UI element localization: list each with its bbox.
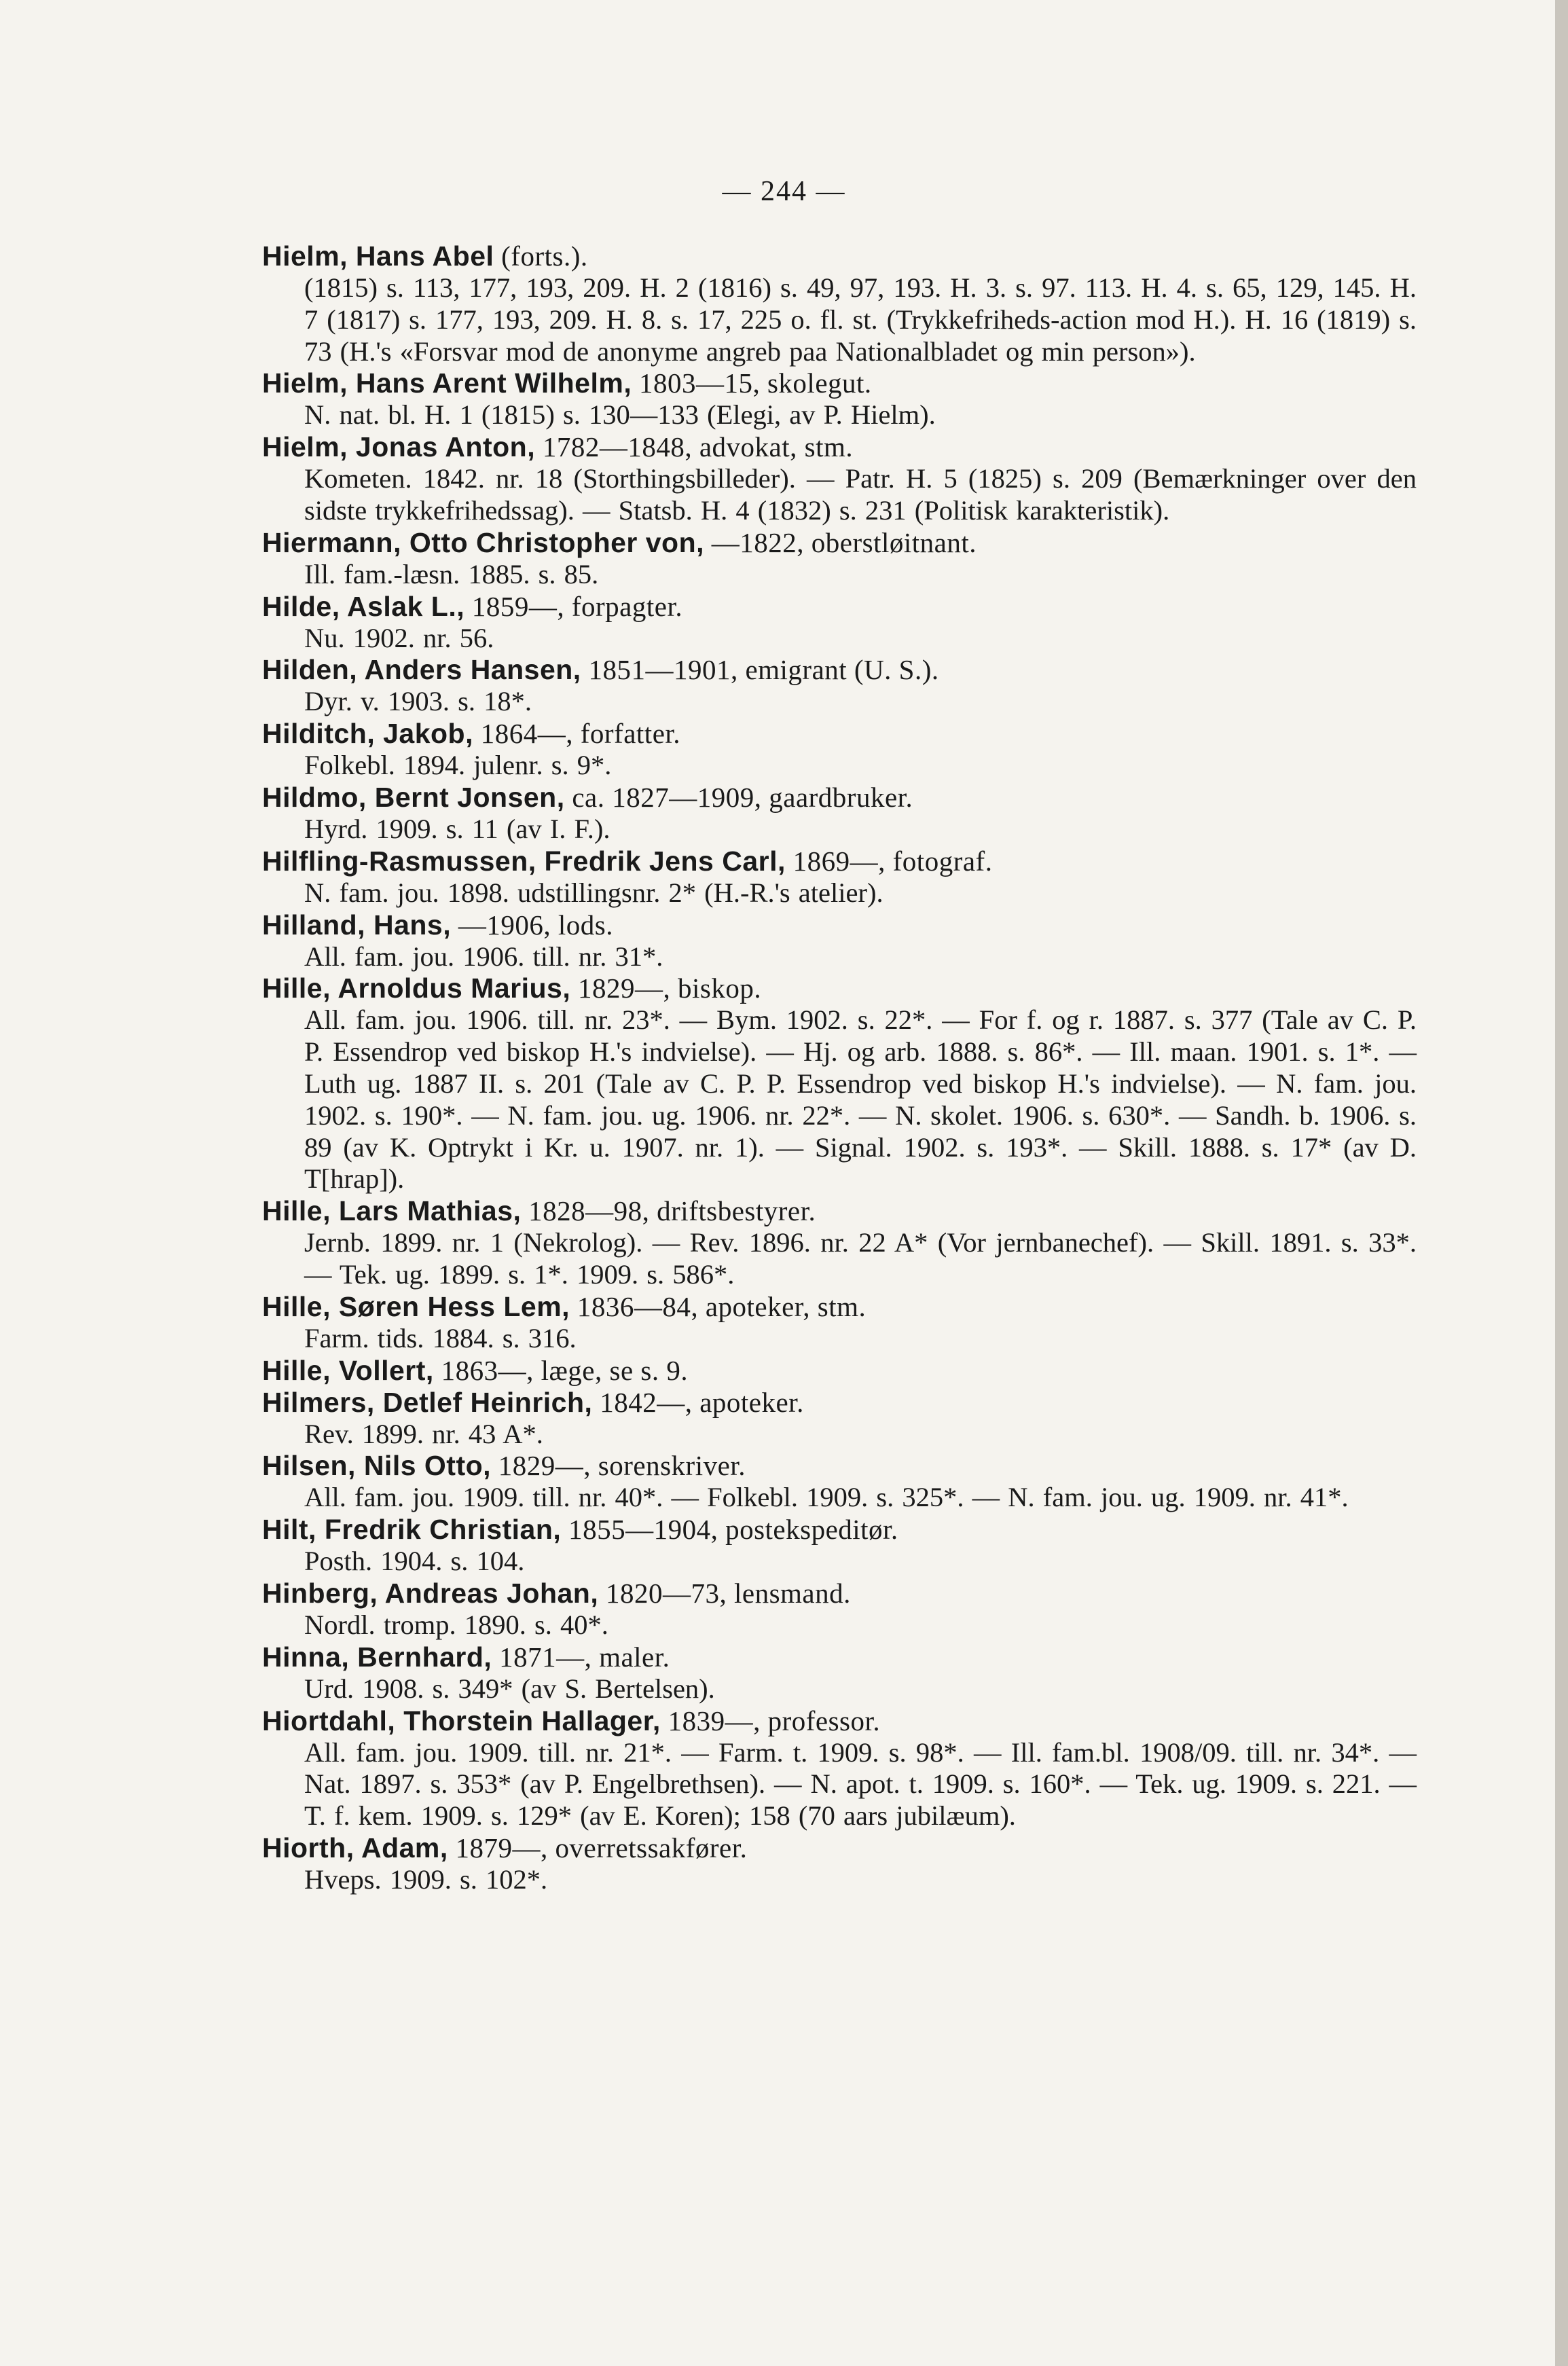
entry-name: Hilden, Anders Hansen, <box>262 654 581 686</box>
entry <box>262 1514 1417 1578</box>
entry-name: Hilsen, Nils Otto, <box>262 1450 492 1482</box>
entry-references: Nordl. tromp. 1890. s. 40*. <box>304 1609 608 1640</box>
entry <box>262 845 1417 909</box>
entry-heading <box>262 972 1417 1004</box>
entry-references: All. fam. jou. 1909. till. nr. 40*. — Folkebl. 1909. s. 325*. — N. fam. jou. ug. 1909. nr. 41*. <box>304 1482 1349 1513</box>
entry <box>262 972 1417 1195</box>
page-edge <box>1555 0 1568 2366</box>
entry-heading <box>262 845 1417 877</box>
entry-references: Hveps. 1909. s. 102*. <box>304 1863 548 1895</box>
entry-description: 1871—, maler. <box>492 1641 670 1673</box>
entry-name: Hilde, Aslak L., <box>262 590 465 622</box>
entry-heading <box>262 718 1417 750</box>
entry-description: 1842—, apoteker. <box>592 1386 804 1418</box>
entry-references: Dyr. v. 1903. s. 18*. <box>304 686 532 717</box>
entry-description: 1864—, forfatter. <box>473 718 681 750</box>
entry <box>262 1578 1417 1641</box>
entry-name: Hille, Lars Mathias, <box>262 1195 522 1227</box>
entry-description: (forts.). <box>494 240 588 272</box>
entry-name: Hiorth, Adam, <box>262 1832 448 1863</box>
entry-name: Hilmers, Detlef Heinrich, <box>262 1386 593 1418</box>
entry-list <box>262 240 1417 1896</box>
entry <box>262 654 1417 718</box>
entry-name: Hildmo, Bernt Jonsen, <box>262 781 565 813</box>
entry-description: 1782—1848, advokat, stm. <box>535 431 854 463</box>
entry-name: Hille, Vollert, <box>262 1354 434 1386</box>
entry <box>262 1355 1417 1387</box>
entry-heading <box>262 1578 1417 1609</box>
entry <box>262 367 1417 431</box>
entry-description: 1803—15, skolegut. <box>632 367 872 399</box>
entry-references: All. fam. jou. 1909. till. nr. 21*. — Farm. t. 1909. s. 98*. — Ill. fam.bl. 1908/09. till. nr. 34*. — Nat. 1897. s. 353* (av P. Engelbrethsen). — N. apot. t. 1909. s. 160*. — Tek. ug. 1909. s. 221. — T. f. kem. 1909. s. 129* (av E. Koren); 158 (70 aars jubilæum). <box>304 1736 1417 1832</box>
entry-description: 1829—, sorenskriver. <box>491 1450 746 1482</box>
entry-references: Folkebl. 1894. julenr. s. 9*. <box>304 750 612 781</box>
entry-references: All. fam. jou. 1906. till. nr. 31*. <box>304 941 663 972</box>
page-number: — 244 — <box>722 176 846 207</box>
entry <box>262 240 1417 367</box>
entry <box>262 1291 1417 1355</box>
entry-references: Urd. 1908. s. 349* (av S. Bertelsen). <box>304 1673 715 1704</box>
entry-description: 1855—1904, postekspeditør. <box>561 1514 898 1546</box>
entry-name: Hinna, Bernhard, <box>262 1641 492 1673</box>
entry-heading <box>262 1705 1417 1737</box>
entry-description: 1859—, forpagter. <box>464 590 683 622</box>
entry <box>262 1832 1417 1896</box>
entry-description: 1863—, læge, se s. 9. <box>433 1354 689 1386</box>
entry <box>262 909 1417 973</box>
entry-heading <box>262 431 1417 463</box>
entry-name: Hilt, Fredrik Christian, <box>262 1514 562 1546</box>
entry-references: N. nat. bl. H. 1 (1815) s. 130—133 (Elegi, av P. Hielm). <box>304 399 936 431</box>
entry-description: 1820—73, lensmand. <box>598 1577 851 1609</box>
entry-name: Hilfling-Rasmussen, Fredrik Jens Carl, <box>262 845 786 877</box>
entry-description: 1828—98, driftsbestyrer. <box>521 1195 816 1227</box>
entry-references: Nu. 1902. nr. 56. <box>304 622 494 653</box>
entry-name: Hielm, Hans Abel <box>262 240 494 272</box>
entry-description: 1836—84, apoteker, stm. <box>570 1290 867 1322</box>
entry-references: Farm. tids. 1884. s. 316. <box>304 1322 577 1353</box>
entry-name: Hinberg, Andreas Johan, <box>262 1577 599 1609</box>
entry-references: N. fam. jou. 1898. udstillingsnr. 2* (H.-R.'s atelier). <box>304 877 883 908</box>
entry-description: 1869—, fotograf. <box>785 845 993 877</box>
entry-heading <box>262 240 1417 272</box>
entry-references: Ill. fam.-læsn. 1885. s. 85. <box>304 558 599 589</box>
entry <box>262 718 1417 782</box>
entry <box>262 527 1417 591</box>
entry-references: Jernb. 1899. nr. 1 (Nekrolog). — Rev. 1896. nr. 22 A* (Vor jernbanechef). — Skill. 1891. s. 33*. — Tek. ug. 1899. s. 1*. 1909. s. 586*. <box>304 1227 1417 1290</box>
entry-heading <box>262 1832 1417 1864</box>
entry <box>262 1705 1417 1832</box>
entry-heading <box>262 1514 1417 1546</box>
entry-description: 1879—, overretssakfører. <box>448 1832 748 1863</box>
entry-heading <box>262 782 1417 814</box>
entry-heading <box>262 1195 1417 1227</box>
entry-name: Hille, Søren Hess Lem, <box>262 1290 570 1322</box>
entry <box>262 1450 1417 1514</box>
entry-name: Hiortdahl, Thorstein Hallager, <box>262 1705 661 1736</box>
entry-references: Rev. 1899. nr. 43 A*. <box>304 1418 543 1449</box>
entry-heading <box>262 367 1417 399</box>
entry-description: 1839—, professor. <box>660 1705 881 1736</box>
entry-references: (1815) s. 113, 177, 193, 209. H. 2 (1816) s. 49, 97, 193. H. 3. s. 97. 113. H. 4. s. 65, 129, 145. H. 7 (1817) s. 177, 193, 209. H. 8. s. 17, 225 o. fl. st. (Trykkefriheds-action mod H.). H. 16 (1819) s. 73 (H.'s «Forsvar mod de anonyme angreb paa Nationalbladet og min person»). <box>304 272 1417 367</box>
entry-name: Hiermann, Otto Christopher von, <box>262 526 705 558</box>
entry-heading <box>262 1387 1417 1419</box>
entry <box>262 1195 1417 1291</box>
entry-heading <box>262 1355 1417 1387</box>
entry <box>262 431 1417 527</box>
entry-heading <box>262 909 1417 941</box>
entry <box>262 782 1417 845</box>
entry-references: Hyrd. 1909. s. 11 (av I. F.). <box>304 813 610 844</box>
entry-references: Kometen. 1842. nr. 18 (Storthingsbilleder). — Patr. H. 5 (1825) s. 209 (Bemærkninger over den sidste trykkefrihedssag). — Statsb. H. 4 (1832) s. 231 (Politisk karakteristik). <box>304 463 1417 526</box>
entry-name: Hille, Arnoldus Marius, <box>262 972 571 1004</box>
entry-heading <box>262 654 1417 686</box>
entry-references: Posth. 1904. s. 104. <box>304 1546 525 1577</box>
entry-description: —1906, lods. <box>451 909 613 941</box>
entry-heading <box>262 1641 1417 1673</box>
entry-description: 1851—1901, emigrant (U. S.). <box>581 654 939 686</box>
entry-heading <box>262 1291 1417 1323</box>
entry-name: Hielm, Jonas Anton, <box>262 431 536 463</box>
entry-name: Hilland, Hans, <box>262 909 452 941</box>
entry-heading <box>262 527 1417 559</box>
entry-heading <box>262 1450 1417 1482</box>
entry-heading <box>262 591 1417 623</box>
entry-description: ca. 1827—1909, gaardbruker. <box>564 781 913 813</box>
entry-description: 1829—, biskop. <box>570 972 762 1004</box>
entry <box>262 591 1417 655</box>
entry-name: Hilditch, Jakob, <box>262 718 473 750</box>
entry <box>262 1641 1417 1705</box>
entry-references: All. fam. jou. 1906. till. nr. 23*. — Bym. 1902. s. 22*. — For f. og r. 1887. s. 377 (Tale av C. P. P. Essendrop ved biskop H.'s indvielse). — Hj. og arb. 1888. s. 86*. — Ill. maan. 1901. s. 1*. — Luth ug. 1887 II. s. 201 (Tale av C. P. P. Essendrop ved biskop H.'s indvielse). — N. fam. jou. 1902. s. 190*. — N. fam. jou. ug. 1906. nr. 22*. — N. skolet. 1906. s. 630*. — Sandh. b. 1906. s. 89 (av K. Optrykt i Kr. u. 1907. nr. 1). — Signal. 1902. s. 193*. — Skill. 1888. s. 17* (av D. T[hrap]). <box>304 1004 1417 1195</box>
entry-name: Hielm, Hans Arent Wilhelm, <box>262 367 632 399</box>
entry-description: —1822, oberstløitnant. <box>704 526 977 558</box>
entry <box>262 1387 1417 1451</box>
